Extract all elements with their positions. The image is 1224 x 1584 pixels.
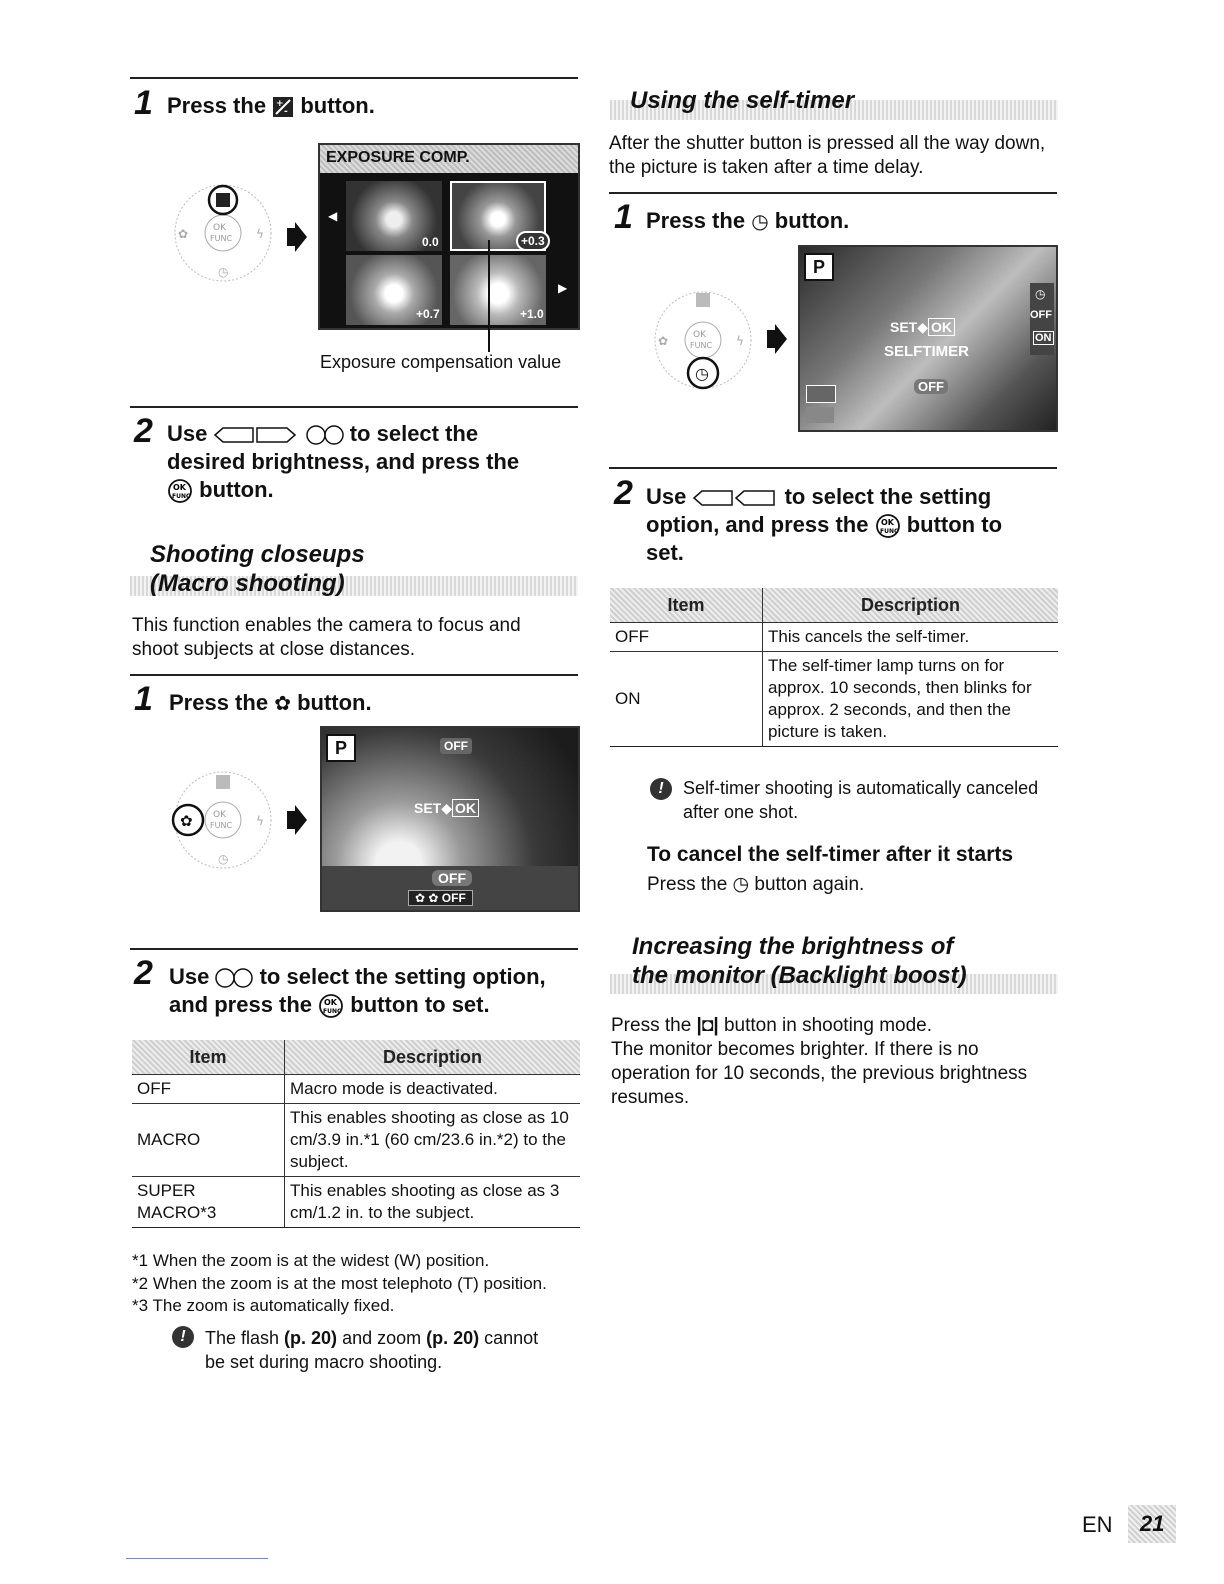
note-text [205,1326,585,1374]
svg-text:ϟ: ϟ [256,814,264,828]
table-header-description: Description [763,588,1059,623]
svg-text:OK: OK [324,998,338,1008]
exposure-icon [272,96,294,118]
program-mode-icon: P [326,734,356,762]
table-row [132,1104,580,1177]
table-row [610,652,1058,747]
note-part: cannot [479,1328,539,1348]
step-text: button. [199,477,274,502]
macro-icon: ✿ [274,693,291,715]
svg-text:OK: OK [173,483,186,493]
svg-text:+: + [276,99,284,110]
section-heading-line: Shooting closeups [150,541,365,568]
step-text: Press the [169,690,269,715]
note-icon: ! [650,778,672,800]
step-rule [609,192,1057,194]
svg-text:◷: ◷ [695,364,709,383]
callout-line [488,240,490,352]
svg-text:◷: ◷ [218,852,229,866]
step-number: 1 [134,84,153,122]
arrow-right-icon [285,222,307,252]
self-timer-screen [798,245,1058,432]
self-timer-icon: ◷ [1035,287,1046,301]
option-strip: ✿ ✿ OFF [408,890,473,906]
self-timer-icon: ◷ [732,874,750,895]
table-header-item: Item [132,1040,285,1075]
footnote [132,1273,547,1295]
body-part: button in shooting mode. [723,1015,933,1036]
table-cell-item: ON [610,652,763,747]
arrow-buttons-icon [692,487,778,509]
right-arrow-icon: ▶ [558,281,568,295]
osd-set-label: SET◆ OK [414,800,479,817]
language-label: EN [1082,1512,1113,1537]
step-text: button to [906,512,1003,537]
table-cell-item: OFF [132,1075,285,1104]
table-row [132,1075,580,1104]
svg-text:OK: OK [213,223,226,233]
step-text: button. [300,93,375,118]
section-heading: Using the self-timer [630,87,855,114]
arrow-buttons-icon [213,424,299,446]
step-number: 2 [134,954,153,992]
step-text: Use [169,964,210,989]
osd-off-label: OFF [1030,309,1052,321]
table-cell-description: The self-timer lamp turns on for approx. 10 seconds, then blinks for approx. 2 seconds, and then the picture is taken. [763,652,1059,747]
step-text: button. [297,690,372,715]
svg-text:OK: OK [213,810,226,820]
step-rule [130,674,578,676]
table-cell-description: Macro mode is deactivated. [285,1075,581,1104]
osd-set-label: SET◆ OK [890,319,955,336]
bottom-decoration-line [126,1558,268,1559]
section-heading [632,932,967,990]
section-heading-line: the monitor (Backlight boost) [632,962,967,989]
subheading: To cancel the self-timer after it starts [647,843,1014,866]
table-row [610,623,1058,652]
exposure-comp-screen [318,143,580,330]
self-timer-options-table [610,588,1058,747]
osd-text: SET [890,319,918,335]
footnote-mark: *1 [132,1251,149,1270]
svg-text:◷: ◷ [218,265,229,279]
osd-on-label: ON [1035,332,1052,344]
svg-text:FUNC: FUNC [323,1008,342,1016]
svg-text:✿: ✿ [178,227,189,241]
section-heading-line: (Macro shooting) [150,570,345,597]
table-cell-description: This enables shooting as close as 10 cm/3.9 in.*1 (60 cm/23.6 in.*2) to the subject. [285,1104,581,1177]
self-timer-icon: ◷ [751,211,769,233]
section-body [611,1014,1031,1110]
body-part: The monitor becomes brighter. If there is no operation for 10 seconds, the previous brightness resumes. [611,1039,1028,1108]
exposure-value: +1.0 [520,307,544,321]
svg-text:FUNC: FUNC [210,821,233,830]
exposure-value: +0.7 [416,307,440,321]
footnote [132,1295,394,1317]
body-part: Press the [647,874,728,895]
step-number: 2 [614,474,633,512]
table-header-row [132,1040,580,1075]
table-cell-item: SUPER MACRO*3 [132,1177,285,1228]
macro-screen [320,726,580,912]
step-number: 1 [614,198,633,236]
table-row [132,1177,580,1228]
step-text: button to set. [350,992,490,1017]
step-number: 1 [134,680,153,718]
exposure-value-selected: +0.3 [516,231,550,251]
step-number: 2 [134,412,153,450]
body-text [647,873,864,897]
program-mode-icon: P [804,253,834,281]
step-rule [130,948,578,950]
section-heading [150,540,365,598]
svg-text:ϟ: ϟ [736,334,744,348]
exposure-value: 0.0 [422,235,439,249]
footnote-mark: *2 [132,1274,149,1293]
footnote [132,1250,489,1272]
svg-text:OK: OK [880,518,894,528]
table-cell-item: OFF [610,623,763,652]
control-dial-diagram [648,285,758,395]
step-text: Press the [167,93,267,118]
step-text: option, and press the [646,512,869,537]
step-text: Use [167,421,208,446]
table-header-row [610,588,1058,623]
arrow-right-icon [285,805,307,835]
body-part: Press the [611,1015,692,1036]
svg-text:ϟ: ϟ [256,227,264,241]
note-part: and zoom [337,1328,427,1348]
step-text: and press the [169,992,313,1017]
osd-ok-box: OK [452,799,479,817]
footnote-text: When the zoom is at the most telephoto (T) position. [152,1274,547,1293]
note-part: be set during macro shooting. [205,1352,443,1372]
table-cell-description: This enables shooting as close as 3 cm/1.2 in. to the subject. [285,1177,581,1228]
macro-options-table [132,1040,580,1228]
image-size-icon [806,385,836,403]
step-rule [130,406,578,408]
ok-func-button-icon [875,513,901,539]
table-cell-item: MACRO [132,1104,285,1177]
macro-flash-buttons-icon [215,967,253,989]
section-heading-line: Increasing the brightness of [632,933,954,960]
page-reference: (p. 20) [284,1328,338,1348]
ok-func-button-icon [318,993,344,1019]
svg-text:FUNC: FUNC [879,528,898,536]
table-cell-description: This cancels the self-timer. [763,623,1059,652]
step-rule [130,77,578,79]
selected-option-label: OFF [432,870,472,886]
table-header-description: Description [285,1040,581,1075]
body-part: button again. [754,874,865,895]
osd-text: OFF [441,891,466,905]
step-text: button. [774,208,850,233]
ok-func-button-icon [167,478,193,504]
step-text: to select the [349,421,479,446]
step-text: Use [646,484,687,509]
step-text: set. [646,540,684,566]
step-text: desired brightness, and press the [167,449,520,474]
step-instruction [169,689,372,718]
section-body: After the shutter button is pressed all the way down, the picture is taken after a time delay. [609,133,1046,178]
osd-ok-box: OK [928,318,955,336]
svg-text:OK: OK [693,330,706,340]
page-number: 21 [1128,1505,1176,1543]
footnote-mark: *3 [132,1296,149,1315]
step-text: Press the [646,208,746,233]
footnote-text: When the zoom is at the widest (W) position. [152,1251,490,1270]
svg-text:✿: ✿ [180,812,193,830]
note-part: The flash [205,1328,285,1348]
backlight-button-icon: |◘| [696,1015,719,1036]
step-instruction [646,483,1056,567]
table-header-item: Item [610,588,763,623]
page-reference: (p. 20) [426,1328,480,1348]
step-instruction [167,420,567,504]
note-icon: ! [172,1326,194,1348]
note-text: Self-timer shooting is automatically canceled after one shot. [683,778,1039,822]
exposure-caption: Exposure compensation value [320,352,562,372]
svg-text:✿: ✿ [658,334,669,348]
arrow-right-icon [765,324,787,354]
osd-text: SET [414,800,442,816]
step-instruction [646,207,849,236]
svg-text:FUNC: FUNC [210,234,233,243]
step-text: to select the setting [784,484,992,509]
section-body: This function enables the camera to focus and shoot subjects at close distances. [132,615,521,660]
step-instruction [169,963,589,1019]
svg-text:-: - [284,107,288,118]
svg-text:FUNC: FUNC [172,493,191,501]
selected-option-label: OFF [914,379,948,394]
footnote-text: The zoom is automatically fixed. [152,1296,395,1315]
control-dial-diagram [168,765,278,875]
step-rule [609,467,1057,469]
screen-title: EXPOSURE COMP. [326,149,470,166]
self-timer-label: SELFTIMER [884,343,969,360]
control-dial-diagram [168,178,278,288]
compression-icon [806,407,834,423]
left-arrow-icon: ◀ [328,209,338,223]
step-instruction [167,92,375,120]
macro-flash-buttons-icon [306,424,344,446]
osd-off-label: OFF [440,738,472,754]
step-text: to select the setting option, [259,964,546,989]
svg-text:FUNC: FUNC [690,341,713,350]
